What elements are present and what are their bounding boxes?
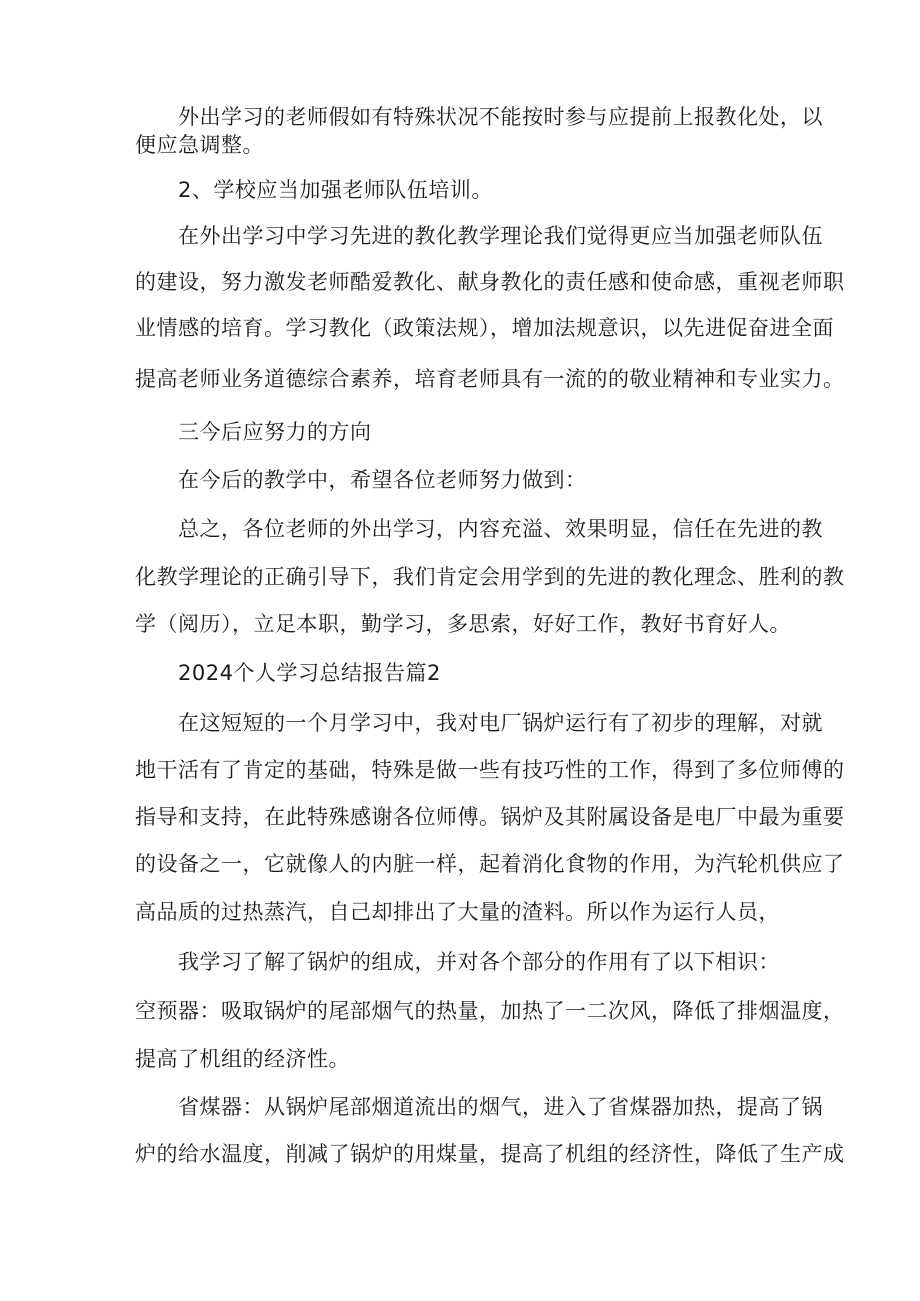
text-line: 提高老师业务道德综合素养，培育老师具有一流的的敬业精神和专业实力。 — [135, 367, 845, 391]
text-line: 炉的给水温度，削减了锅炉的用煤量，提高了机组的经济性，降低了生产成 — [135, 1142, 845, 1166]
text-line: 地干活有了肯定的基础，特殊是做一些有技巧性的工作，得到了多位师傅的 — [135, 758, 845, 782]
text-line: 指导和支持，在此特殊感谢各位师傅。锅炉及其附属设备是电厂中最为重要 — [135, 805, 845, 829]
text-line: 省煤器：从锅炉尾部烟道流出的烟气，进入了省煤器加热，提高了锅 — [178, 1095, 823, 1119]
text-line: 总之，各位老师的外出学习，内容充溢、效果明显，信任在先进的教 — [178, 517, 823, 541]
text-line: 在今后的教学中，希望各位老师努力做到： — [178, 468, 587, 492]
text-line: 化教学理论的正确引导下，我们肯定会用学到的先进的教化理念、胜利的教 — [135, 565, 845, 589]
text-line: 我学习了解了锅炉的组成，并对各个部分的作用有了以下相识： — [178, 950, 780, 974]
section-heading: 三今后应努力的方向 — [178, 420, 372, 444]
text-line: 在外出学习中学习先进的教化教学理论我们觉得更应当加强老师队伍 — [178, 224, 823, 248]
text-line: 的设备之一，它就像人的内脏一样，起着消化食物的作用，为汽轮机供应了 — [135, 852, 845, 876]
text-line: 在这短短的一个月学习中，我对电厂锅炉运行有了初步的理解，对就 — [178, 711, 823, 735]
text-line: 提高了机组的经济性。 — [135, 1047, 350, 1071]
text-line: 业情感的培育。学习教化（政策法规），增加法规意识，以先进促奋进全面 — [135, 316, 834, 340]
text-line: 便应急调整。 — [135, 133, 264, 157]
text-line: 的建设，努力激发老师酷爱教化、献身教化的责任感和使命感，重视老师职 — [135, 270, 845, 294]
text-line: 高品质的过热蒸汽，自己却排出了大量的渣料。所以作为运行人员， — [135, 900, 780, 924]
text-line: 空预器：吸取锅炉的尾部烟气的热量，加热了一二次风，降低了排烟温度， — [135, 999, 845, 1023]
text-line: 学（阅历），立足本职，勤学习，多思索，好好工作，教好书育好人。 — [135, 612, 791, 636]
section-heading: 2024个人学习总结报告篇2 — [178, 661, 441, 685]
text-line: 外出学习的老师假如有特殊状况不能按时参与应提前上报教化处，以 — [178, 105, 823, 129]
section-heading: 2、学校应当加强老师队伍培训。 — [178, 178, 493, 202]
